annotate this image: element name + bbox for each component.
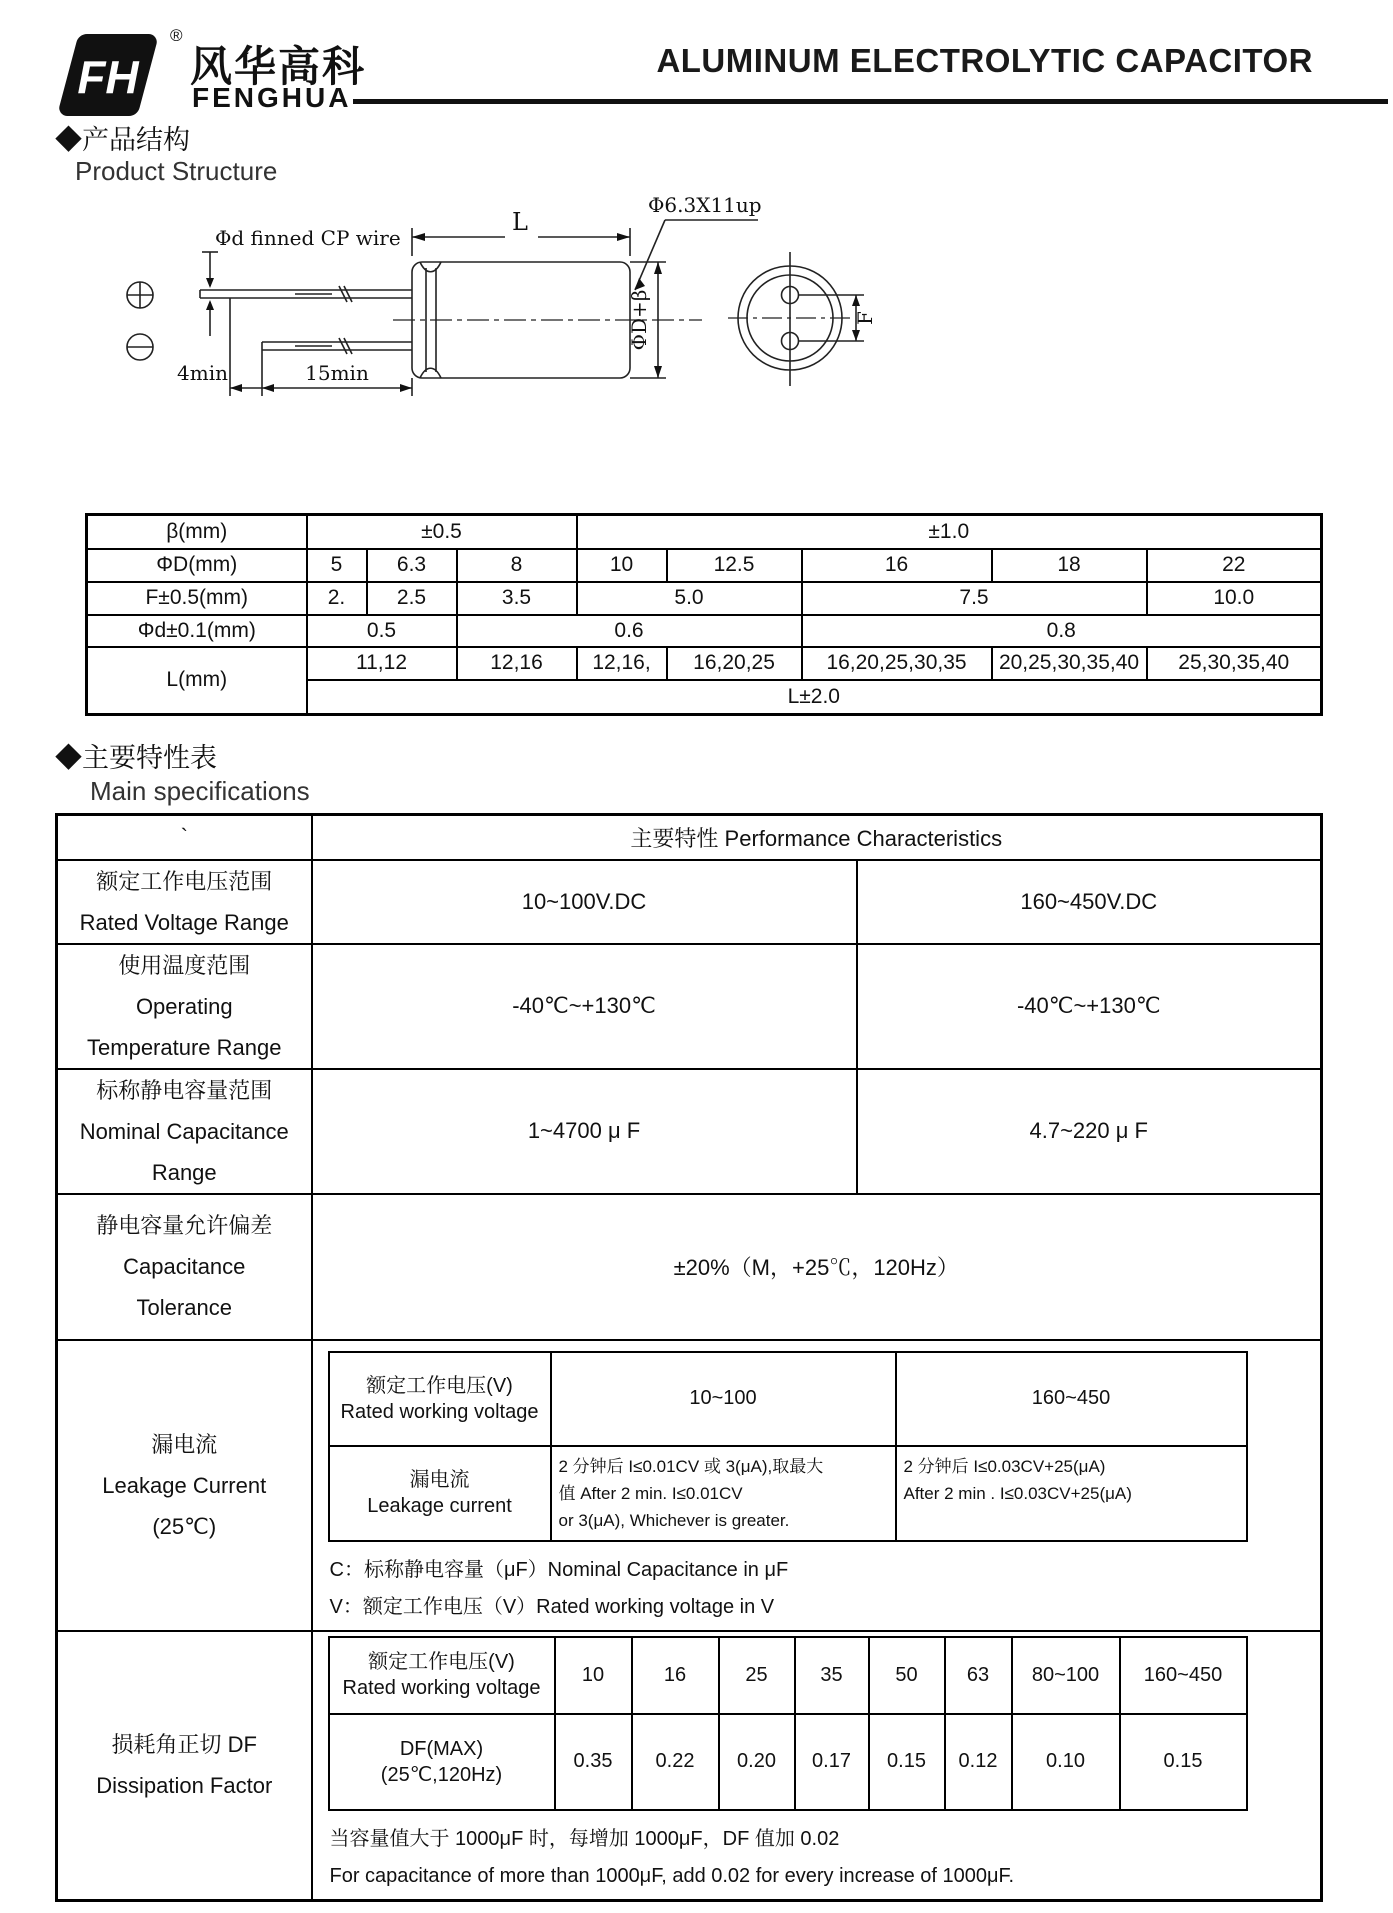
capacitance-tolerance-label: 静电容量允许偏差 Capacitance Tolerance: [57, 1194, 312, 1340]
fenghua-logo-icon: [55, 30, 167, 122]
nominal-capacitance-high: 4.7~220 μ F: [857, 1069, 1322, 1194]
label-length-l: L: [512, 208, 528, 236]
table-row: [57, 815, 1322, 860]
table-row: [329, 1637, 1247, 1714]
leakage-col-high: 160~450: [896, 1352, 1247, 1446]
table-cell: 16,20,25: [667, 647, 802, 680]
table-cell: 2.: [307, 582, 367, 615]
dimension-arrowheads: [206, 233, 860, 392]
table-cell: 25: [719, 1637, 795, 1714]
dissipation-factor-label: 损耗角正切 DF Dissipation Factor: [57, 1631, 312, 1901]
main-specifications-table: [55, 813, 1323, 1902]
dim-f-label: F±0.5(mm): [87, 582, 307, 615]
table-row: [87, 515, 1322, 549]
table-row: [329, 1352, 1247, 1446]
table-cell: 0.17: [795, 1714, 869, 1810]
table-cell: 10.0: [1147, 582, 1322, 615]
leakage-condition-low: 2 分钟后 I≤0.01CV 或 3(μA),取最大 值 After 2 min. I≤0.01CV or 3(μA), Whichever is greater.: [551, 1446, 896, 1541]
rated-voltage-high: 160~450V.DC: [857, 860, 1322, 944]
table-cell: 25,30,35,40: [1147, 647, 1322, 680]
table-cell: 80~100: [1012, 1637, 1120, 1714]
table-cell: 0.12: [945, 1714, 1012, 1810]
rated-voltage-label: 额定工作电压范围 Rated Voltage Range: [57, 860, 312, 944]
logo-name-en: FENGHUA: [192, 82, 352, 113]
table-cell: 5: [307, 549, 367, 582]
table-row: [87, 549, 1322, 582]
table-cell: 0.6: [457, 615, 802, 647]
dim-lead-label: Φd±0.1(mm): [87, 615, 307, 647]
temperature-range-low: -40℃~+130℃: [312, 944, 857, 1069]
table-cell: 2.5: [367, 582, 457, 615]
polarity-positive-icon: [127, 282, 153, 308]
table-cell: 0.5: [307, 615, 457, 647]
df-voltage-header: 额定工作电压(V) Rated working voltage: [329, 1637, 555, 1714]
label-lead-wire: Φd finned CP wire: [215, 226, 401, 250]
table-cell: 12,16,: [577, 647, 667, 680]
leakage-row-label: 漏电流 Leakage current: [329, 1446, 551, 1541]
table-cell: 8: [457, 549, 577, 582]
table-cell: 10: [555, 1637, 632, 1714]
leakage-current-table: [328, 1351, 1248, 1542]
table-row: [57, 860, 1322, 944]
table-cell: 0.20: [719, 1714, 795, 1810]
table-row: [57, 1340, 1322, 1631]
header-rule: [353, 99, 1388, 104]
nominal-capacitance-low: 1~4700 μ F: [312, 1069, 857, 1194]
table-row: [329, 1446, 1247, 1541]
table-cell: 0.22: [632, 1714, 719, 1810]
table-cell: 18: [992, 549, 1147, 582]
logo-name-cn: 风华高科: [190, 43, 367, 90]
table-cell: 12,16: [457, 647, 577, 680]
table-cell: 50: [869, 1637, 945, 1714]
table-cell: 20,25,30,35,40: [992, 647, 1147, 680]
rated-voltage-low: 10~100V.DC: [312, 860, 857, 944]
leakage-current-label: 漏电流 Leakage Current (25℃): [57, 1340, 312, 1631]
label-4min: 4min: [177, 361, 228, 385]
table-cell: 16: [632, 1637, 719, 1714]
capacitance-tolerance-value: ±20%（M，+25℃，120Hz）: [312, 1194, 1322, 1340]
nominal-capacitance-label: 标称静电容量范围 Nominal Capacitance Range: [57, 1069, 312, 1194]
svg-text:FH: FH: [77, 51, 139, 103]
dimensions-table: [85, 513, 1323, 716]
table-cell: 6.3: [367, 549, 457, 582]
dim-beta-label: β(mm): [87, 515, 307, 549]
df-max-label: DF(MAX) (25℃,120Hz): [329, 1714, 555, 1810]
table-cell: 63: [945, 1637, 1012, 1714]
temperature-range-high: -40℃~+130℃: [857, 944, 1322, 1069]
leakage-condition-high: 2 分钟后 I≤0.03CV+25(μA) After 2 min . I≤0.03CV+25(μA): [896, 1446, 1247, 1541]
dim-diameter-label: ΦD(mm): [87, 549, 307, 582]
table-row: [57, 1194, 1322, 1340]
table-cell: 11,12: [307, 647, 457, 680]
note-c-definition: C：标称静电容量（μF）Nominal Capacitance in μF: [329, 1558, 789, 1581]
performance-characteristics-header: 主要特性 Performance Characteristics: [312, 815, 1322, 860]
registered-trademark-icon: ®: [170, 26, 183, 45]
table-cell: 12.5: [667, 549, 802, 582]
table-cell: 35: [795, 1637, 869, 1714]
table-cell: 7.5: [802, 582, 1147, 615]
table-cell: 160~450: [1120, 1637, 1247, 1714]
table-cell: 3.5: [457, 582, 577, 615]
capacitor-structure-diagram: [90, 190, 910, 410]
section-heading-main-specs-en: Main specifications: [90, 776, 310, 806]
leakage-voltage-header: 额定工作电压(V) Rated working voltage: [329, 1352, 551, 1446]
table-cell: 5.0: [577, 582, 802, 615]
label-15min: 15min: [305, 361, 369, 385]
label-sleeve-size: Φ6.3X11up: [648, 193, 762, 217]
leakage-notes: [330, 1556, 1321, 1621]
table-row: [57, 1631, 1322, 1901]
section-heading-product-structure-cn: ◆产品结构: [55, 125, 190, 155]
table-cell: 10: [577, 549, 667, 582]
table-row: [87, 615, 1322, 647]
leakage-current-content: [312, 1340, 1322, 1631]
temperature-range-label: 使用温度范围 Operating Temperature Range: [57, 944, 312, 1069]
label-lead-spacing-f: F: [853, 311, 877, 325]
table-cell: 0.15: [1120, 1714, 1247, 1810]
table-cell: ±0.5: [307, 515, 577, 549]
df-note-en: For capacitance of more than 1000μF, add 0.02 for every increase of 1000μF.: [329, 1864, 1015, 1887]
corner-cell: `: [57, 815, 312, 860]
table-row: [329, 1714, 1247, 1810]
leakage-col-low: 10~100: [551, 1352, 896, 1446]
table-row: [87, 647, 1322, 680]
section-heading-product-structure-en: Product Structure: [75, 156, 278, 186]
label-diameter: ΦD+β: [627, 289, 651, 351]
table-row: [57, 944, 1322, 1069]
table-cell: 16: [802, 549, 992, 582]
section-heading-main-specs-cn: ◆主要特性表: [55, 743, 217, 773]
dissipation-factor-content: [312, 1631, 1322, 1901]
table-cell: 0.10: [1012, 1714, 1120, 1810]
table-row: [87, 582, 1322, 615]
table-row: [57, 1069, 1322, 1194]
table-cell: 0.35: [555, 1714, 632, 1810]
table-cell: 16,20,25,30,35: [802, 647, 992, 680]
dim-length-tolerance: L±2.0: [307, 680, 1322, 715]
polarity-negative-icon: [127, 334, 153, 360]
dissipation-factor-table: [328, 1636, 1248, 1811]
document-title: ALUMINUM ELECTROLYTIC CAPACITOR: [656, 42, 1313, 79]
table-cell: 0.8: [802, 615, 1322, 647]
table-cell: ±1.0: [577, 515, 1322, 549]
table-cell: 0.15: [869, 1714, 945, 1810]
df-notes: [330, 1825, 1321, 1890]
df-note-cn: 当容量值大于 1000μF 时，每增加 1000μF，DF 值加 0.02: [329, 1827, 840, 1850]
table-cell: 22: [1147, 549, 1322, 582]
dim-length-label: L(mm): [87, 647, 307, 715]
note-v-definition: V：额定工作电压（V）Rated working voltage in V: [329, 1595, 775, 1618]
